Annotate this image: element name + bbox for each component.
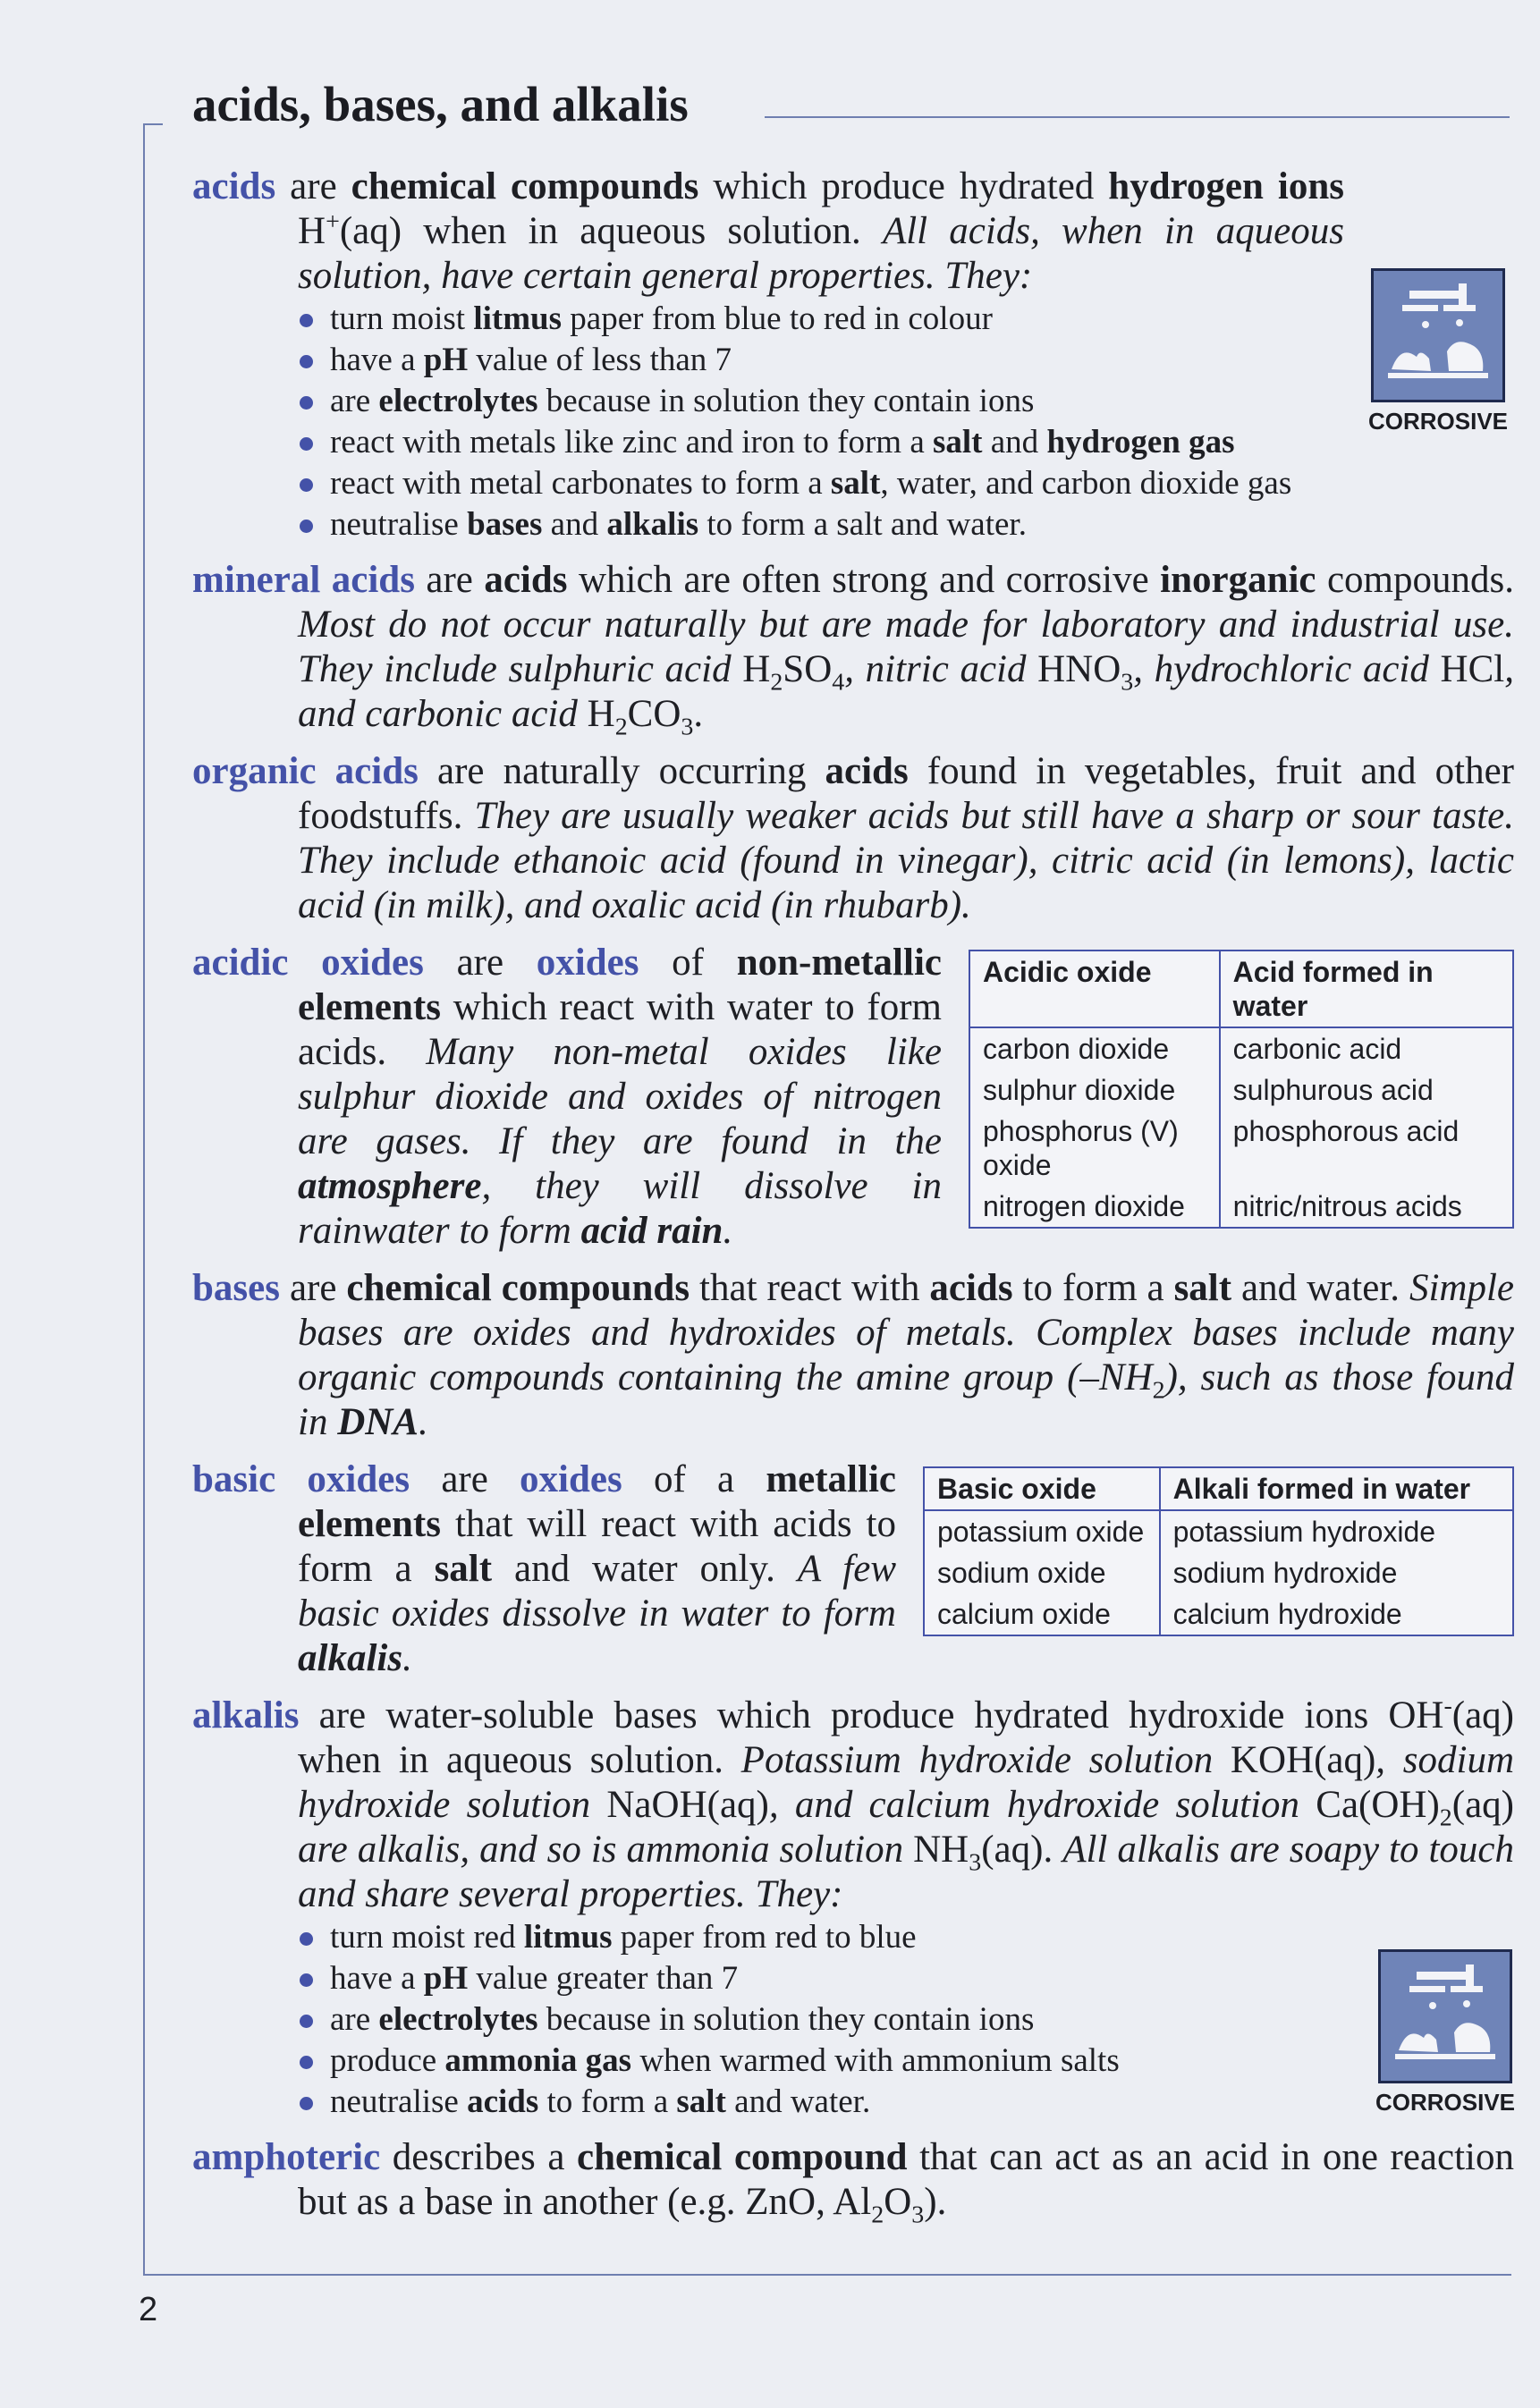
entry-alkalis: alkalis are water-soluble bases which produce hydrated hydroxide ions OH-(aq) when in aqueous solution. Potassium hydroxide solution KOH(aq), sodium hydroxide solution NaOH(aq), and calcium hydroxide solution $Ca(OH)_2(aq)$ are alkalis, and so is ammonia solution $NH_3(aq)$. All alkalis are soapy to touch and share several properties. They: turn moist red litmus paper from red to blue have a pH value greater than 7 are electrolytes because in solution they contain ions produce ammonia gas when warmed with ammonium salts neutralise acids to form a salt and water.: [192, 1694, 1514, 2123]
table-row: nitrogen dioxide nitric/nitrous acids: [969, 1186, 1513, 1228]
term-amphoteric: amphoteric: [192, 2136, 381, 2178]
title-rule: [765, 116, 1510, 118]
table-row: sulphur dioxide sulphurous acid: [969, 1069, 1513, 1111]
list-item: react with metals like zinc and iron to form a salt and hydrogen gas: [298, 422, 1514, 463]
title-tick: [143, 123, 163, 125]
entry-amphoteric: amphoteric describes a chemical compound that can act as an acid in one reaction but as a base in another (e.g. ZnO, $Al_2O_3$).: [192, 2136, 1514, 2229]
acids-properties-list: [192, 299, 1514, 545]
term-acidic-oxides: acidic oxides: [192, 942, 424, 984]
list-item: are electrolytes because in solution they contain ions: [298, 381, 1514, 422]
term-organic-acids: organic acids: [192, 750, 419, 792]
list-item: have a pH value of less than 7: [298, 340, 1514, 381]
list-item: are electrolytes because in solution they contain ions: [298, 1999, 1335, 2040]
entry-bases: bases are chemical compounds that react with acids to form a salt and water. Simple bases are oxides and hydroxides of metals. Complex bases include many organic compounds containing the amine group $(-NH_2)$, such as those found in DNA.: [192, 1267, 1514, 1443]
list-item: produce ammonia gas when warmed with ammonium salts: [298, 2040, 1335, 2082]
term-bases: bases: [192, 1267, 280, 1309]
table-header: Acid formed in water: [1220, 951, 1513, 1027]
list-item: turn moist litmus paper from blue to red in colour: [298, 299, 1514, 340]
term-acids: acids: [192, 165, 276, 207]
list-item: react with metal carbonates to form a salt, water, and carbon dioxide gas: [298, 463, 1514, 504]
page-number: 2: [139, 2291, 158, 2328]
list-item: turn moist red litmus paper from red to blue: [298, 1917, 1335, 1958]
list-item: neutralise acids to form a salt and water.: [298, 2082, 1335, 2123]
page-title: acids, bases, and alkalis: [192, 77, 689, 131]
term-alkalis: alkalis: [192, 1694, 300, 1736]
table-header: Acidic oxide: [969, 951, 1220, 1027]
basic-oxide-table: [923, 1466, 1514, 1636]
table-row: carbon dioxide carbonic acid: [969, 1027, 1513, 1069]
table-header: Alkali formed in water: [1160, 1467, 1513, 1510]
table-row: phosphorus (V) oxide phosphorous acid: [969, 1111, 1513, 1186]
list-item: have a pH value greater than 7: [298, 1958, 1335, 1999]
entry-mineral-acids: mineral acids are acids which are often strong and corrosive inorganic compounds. Most do not occur naturally but are made for laboratory and industrial use. They include sulphuric acid $H_2SO_4$, nitric acid $HNO_3$, hydrochloric acid HCl, and carbonic acid $H_2CO_3$.: [192, 559, 1514, 741]
entry-organic-acids: organic acids are naturally occurring acids found in vegetables, fruit and other foodstuffs. They are usually weaker acids but still have a sharp or sour taste. They include ethanoic acid (found in vinegar), citric acid (in lemons), lactic acid (in milk), and oxalic acid (in rhubarb).: [192, 750, 1514, 926]
alkalis-properties-list: [192, 1917, 1335, 2123]
acidic-oxide-table: [969, 950, 1514, 1229]
entry-acids: acids are chemical compounds which produce hydrated hydrogen ions H+(aq) when in aqueous solution. All acids, when in aqueous solution, have certain general properties. They: turn moist litmus paper from blue to red in colour have a pH value of less than 7 are electrolytes because in solution they contain ions react with metals like zinc and iron to form a salt and hydrogen gas react with metal carbonates to form a salt, water, and carbon dioxide gas neutralise bases and alkalis to form a salt and water.: [192, 165, 1514, 545]
table-header: Basic oxide: [924, 1467, 1160, 1510]
entry-acidic-oxides: Acidic oxide Acid formed in water carbon dioxide carbonic acid sulphur dioxide sulphurous acid phosphorus (V) oxide phosphorous acid nitrogen dioxide nitric/nitrous acids acidic oxides are oxides of non-metallic elements which react with water to form acids. Many non-metal oxides like sulphur dioxide and oxides of nitrogen are gases. If they are found in the atmosphere, they will dissolve in rainwater to form acid rain.: [192, 941, 1514, 1254]
table-row: potassium oxide potassium hydroxide: [924, 1510, 1513, 1552]
entry-basic-oxides: Basic oxide Alkali formed in water potassium oxide potassium hydroxide sodium oxide sodium hydroxide calcium oxide calcium hydroxide basic oxides are oxides of a metallic elements that will react with acids to form a salt and water only. A few basic oxides dissolve in water to form alkalis.: [192, 1457, 1514, 1681]
corrosive-label: CORROSIVE: [1367, 408, 1509, 435]
term-basic-oxides: basic oxides: [192, 1458, 410, 1500]
corrosive-label: CORROSIVE: [1375, 2089, 1516, 2116]
term-mineral-acids: mineral acids: [192, 559, 415, 601]
glossary-content: [192, 165, 1514, 2237]
list-item: neutralise bases and alkalis to form a salt and water.: [298, 504, 1514, 545]
table-row: sodium oxide sodium hydroxide: [924, 1552, 1513, 1593]
table-row: calcium oxide calcium hydroxide: [924, 1593, 1513, 1635]
